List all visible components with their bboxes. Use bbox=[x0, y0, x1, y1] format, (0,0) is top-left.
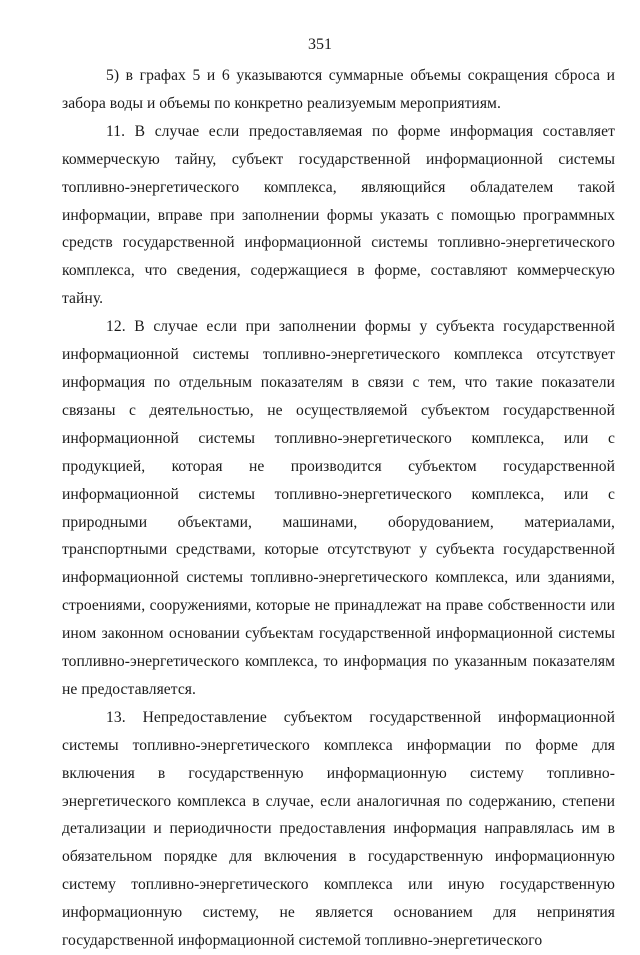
paragraph-clause-11: 11. В случае если предоставляемая по форме информация составляет коммерческую тайну, субъект государственной информационной системы топливно-энергетического комплекса, являющийся обладателем такой информации, вправе при заполнении формы указать с помощью программных средств государственной информационной системы топливно-энергетического комплекса, что сведения, содержащиеся в форме, составляют коммерческую тайну. bbox=[62, 122, 615, 308]
paragraph-item-5: 5) в графах 5 и 6 указываются суммарные объемы сокращения сброса и забора воды и объемы по конкретно реализуемым мероприятиям. bbox=[62, 67, 615, 112]
paragraph-clause-12: 12. В случае если при заполнении формы у субъекта государственной информационной системы топливно-энергетического комплекса отсутствует информация по отдельным показателям в связи с тем, что такие показатели связаны с деятельностью, не осуществляемой субъектом государственной информационной системы топливно-энергетического комплекса, или с продукцией, которая не производится субъектом государственной информационной системы топливно-энергетического комплекса, или с природными объектами, машинами, оборудованием, материалами, транспортными средствами, которые отсутствуют у субъекта государственной информационной системы топливно-энергетического комплекса, или зданиями, строениями, сооружениями, которые не принадлежат на праве собственности или ином законном основании субъектам государственной информационной системы топливно-энергетического комплекса, то информация по указанным показателям не предоставляется. bbox=[62, 318, 615, 698]
body-text bbox=[62, 62, 615, 955]
paragraph-clause-13: 13. Непредоставление субъектом государственной информационной системы топливно-энергетического комплекса информации по форме для включения в государственную информационную систему топливно-энергетического комплекса в случае, если аналогичная по содержанию, степени детализации и периодичности предоставления информация направлялась им в обязательном порядке для включения в государственную информационную систему топливно-энергетического комплекса или иную государственную информационную систему, не является основанием для непринятия государственной информационной системой топливно-энергетического bbox=[62, 708, 615, 950]
page-number: 351 bbox=[308, 36, 332, 53]
